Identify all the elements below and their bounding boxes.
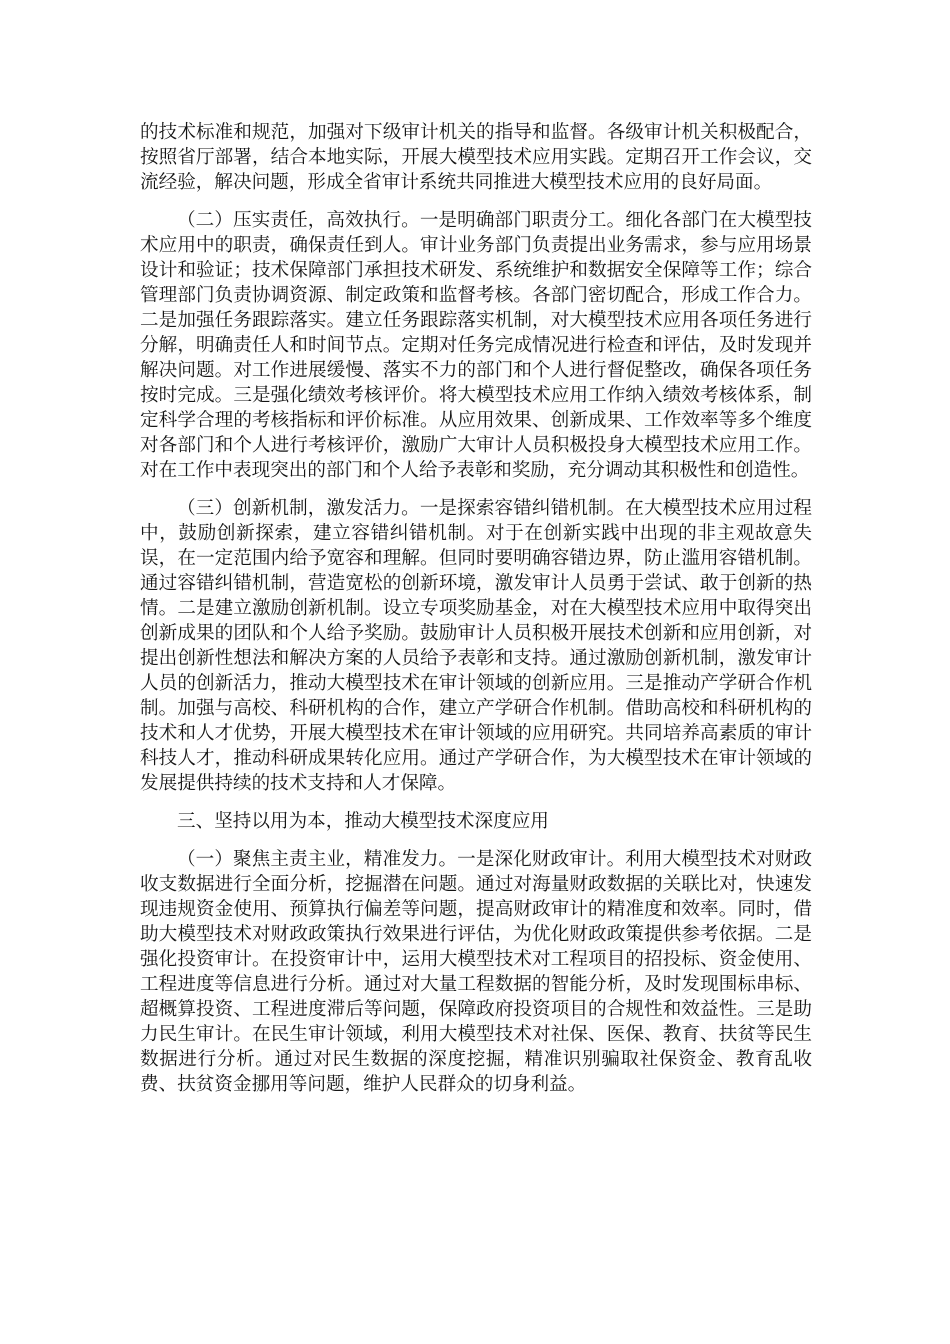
paragraph-innovation-mechanism: （三）创新机制，激发活力。一是探索容错纠错机制。在大模型技术应用过程中，鼓励创新探索，建立容错纠错机制。对于在创新实践中出现的非主观故意失误，在一定范围内给予宽容和理解。但同时要明确容错边界，防止滥用容错机制。通过容错纠错机制，营造宽松的创新环境，激发审计人员勇于尝试、敢于创新的热情。二是建立激励创新机制。设立专项奖励基金，对在大模型技术应用中取得突出创新成果的团队和个人给予奖励。鼓励审计人员积极开展技术创新和应用创新，对提出创新性想法和解决方案的人员给予表彰和支持。通过激励创新机制，激发审计人员的创新活力，推动大模型技术在审计领域的创新应用。三是推动产学研合作机制。加强与高校、科研机构的合作，建立产学研合作机制。借助高校和科研机构的技术和人才优势，开展大模型技术在审计领域的应用研究。共同培养高素质的审计科技人才，推动科研成果转化应用。通过产学研合作，为大模型技术在审计领域的发展提供持续的技术支持和人才保障。 (140, 498, 812, 794)
paragraph-continuation: 的技术标准和规范，加强对下级审计机关的指导和监督。各级审计机关积极配合，按照省厅部署，结合本地实际，开展大模型技术应用实践。定期召开工作会议，交流经验，解决问题，形成全省审计系统共同推进大模型技术应用的良好局面。 (140, 122, 812, 193)
paragraph-responsibility: （二）压实责任，高效执行。一是明确部门职责分工。细化各部门在大模型技术应用中的职责，确保责任到人。审计业务部门负责提出业务需求，参与应用场景设计和验证；技术保障部门承担技术研发、系统维护和数据安全保障等工作；综合管理部门负责协调资源、制定政策和监督考核。各部门密切配合，形成工作合力。二是加强任务跟踪落实。建立任务跟踪落实机制，对大模型技术应用各项任务进行分解，明确责任人和时间节点。定期对任务完成情况进行检查和评估，及时发现并解决问题。对工作进展缓慢、落实不力的部门和个人进行督促整改，确保各项任务按时完成。三是强化绩效考核评价。将大模型技术应用工作纳入绩效考核体系，制定科学合理的考核指标和评价标准。从应用效果、创新成果、工作效率等多个维度对各部门和个人进行考核评价，激励广大审计人员积极投身大模型技术应用工作。对在工作中表现突出的部门和个人给予表彰和奖励，充分调动其积极性和创造性。 (140, 210, 812, 481)
paragraph-focus-main-duty: （一）聚焦主责主业，精准发力。一是深化财政审计。利用大模型技术对财政收支数据进行全面分析，挖掘潜在问题。通过对海量财政数据的关联比对，快速发现违规资金使用、预算执行偏差等问题，提高财政审计的精准度和效率。同时，借助大模型技术对财政政策执行效果进行评估，为优化财政政策提供参考依据。二是强化投资审计。在投资审计中，运用大模型技术对工程项目的招投标、资金使用、工程进度等信息进行分析。通过对大量工程数据的智能分析，及时发现围标串标、超概算投资、工程进度滞后等问题，保障政府投资项目的合规性和效益性。三是助力民生审计。在民生审计领域，利用大模型技术对社保、医保、教育、扶贫等民生数据进行分析。通过对民生数据的深度挖掘，精准识别骗取社保资金、教育乱收费、扶贫资金挪用等问题，维护人民群众的切身利益。 (140, 849, 812, 1095)
document-body (140, 120, 812, 1110)
section-heading-three: 三、坚持以用为本，推动大模型技术深度应用 (177, 811, 549, 832)
